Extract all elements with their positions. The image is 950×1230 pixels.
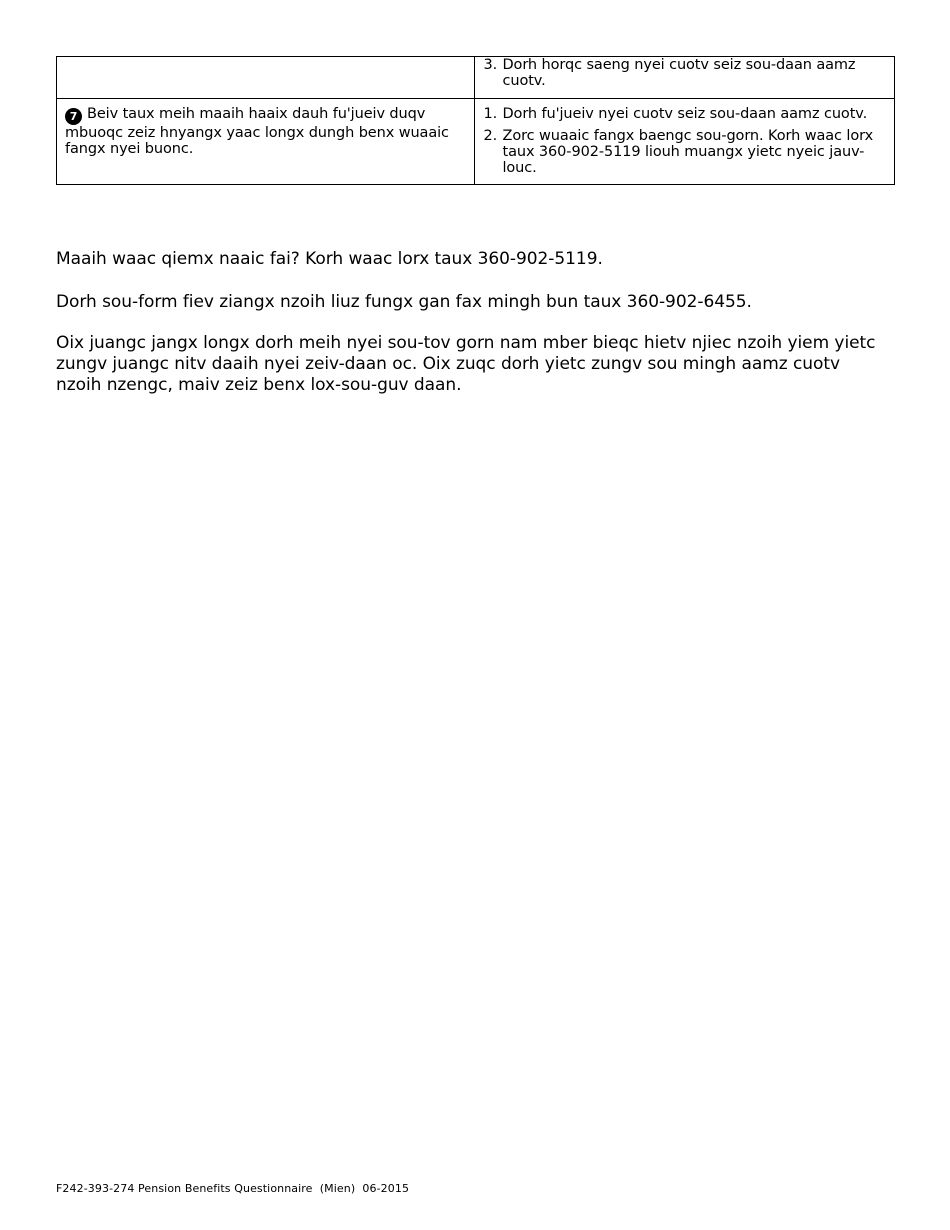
step-list bbox=[483, 57, 886, 89]
table-cell-situation bbox=[57, 99, 475, 185]
step-number: 2. bbox=[483, 128, 498, 144]
step-number: 3. bbox=[483, 57, 498, 73]
circled-number-seven: 7 bbox=[65, 108, 82, 125]
step-text: Dorh fu'jueiv nyei cuotv seiz sou-daan aamz cuotv. bbox=[502, 106, 868, 122]
table-cell-steps bbox=[475, 99, 895, 185]
table-row bbox=[57, 57, 895, 99]
table-cell-steps bbox=[475, 57, 895, 99]
situation-text: Beiv taux meih maaih haaix dauh fu'jueiv duqv mbuoqc zeiz hnyangx yaac longx dungh benx wuaaic fangx nyei buonc. bbox=[65, 106, 449, 157]
step-text: Zorc wuaaic fangx baengc sou-gorn. Korh waac lorx taux 360-902-5119 liouh muangx yietc nyeic jauv-louc. bbox=[502, 128, 874, 176]
questions-contact-paragraph: Maaih waac qiemx naaic fai? Korh waac lorx taux 360-902-5119. bbox=[56, 249, 603, 269]
form-footer: F242-393-274 Pension Benefits Questionnaire (Mien) 06-2015 bbox=[56, 1182, 410, 1195]
table-cell-situation bbox=[57, 57, 475, 99]
step-number: 1. bbox=[483, 106, 498, 122]
original-documents-notice-paragraph: Oix juangc jangx longx dorh meih nyei sou-tov gorn nam mber bieqc hietv njiec nzoih yiem yietc zungv juangc nitv daaih nyei zeiv-daan oc. Oix zuqc dorh yietc zungv sou mingh aamz cuotv nzoih nzengc, maiv zeiz benx lox-sou-guv daan. bbox=[56, 333, 876, 395]
table-row bbox=[57, 99, 895, 185]
list-item bbox=[483, 57, 886, 89]
fax-instructions-paragraph: Dorh sou-form fiev ziangx nzoih liuz fungx gan fax mingh bun taux 360-902-6455. bbox=[56, 292, 752, 312]
step-list bbox=[483, 106, 886, 176]
step-text: Dorh horqc saeng nyei cuotv seiz sou-daan aamz cuotv. bbox=[502, 57, 856, 89]
list-item bbox=[483, 128, 886, 176]
list-item bbox=[483, 106, 886, 122]
instructions-table bbox=[56, 56, 895, 185]
